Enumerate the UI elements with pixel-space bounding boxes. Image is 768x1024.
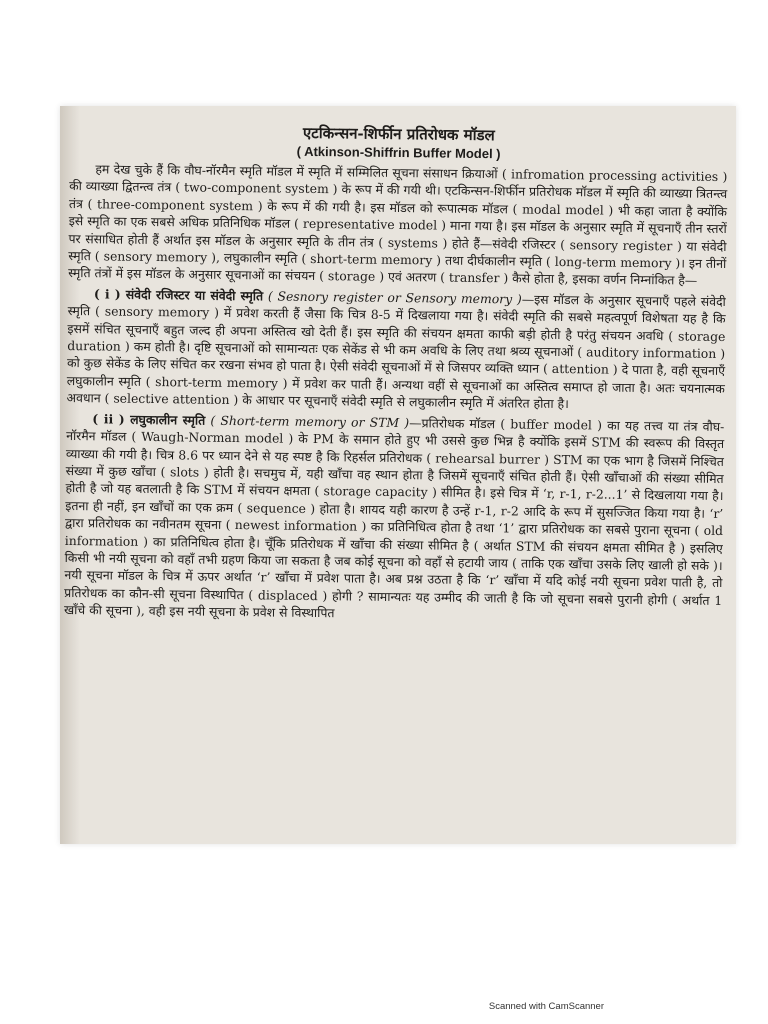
page-subtitle: ( Atkinson-Shiffrin Buffer Model ) <box>296 143 501 162</box>
scanned-page <box>60 106 736 844</box>
section1-body: —इस मॉडल के अनुसार सूचनाएँ पहले संवेदी स्मृति ( sensory memory ) में प्रवेश करती हैं जैसा कि चित्र 8-5 में दिखलाया गया है। संवेदी स्मृति की सबसे महत्वपूर्ण विशेषता यह है कि इसमें संचित सूचनाएँ बहुत जल्द ही अपना अस्तित्व खो देती हैं। इस स्मृति की संचयन क्षमता काफी बड़ी होती है परंतु संचयन अवधि ( storage duration ) कम होती है। दृष्टि सूचनाओं को सामान्यतः एक सेकेंड से भी कम अवधि के लिए तथा श्रव्य सूचनाओं ( auditory information ) को कुछ सेकेंड के लिए संचित कर रखना संभव हो पाता है। ऐसी संवेदी सूचनाओं में से जिसपर व्यक्ति ध्यान ( attention ) दे पाता है, वही सूचनाएँ लघुकालीन स्मृति ( short-term memory ) में प्रवेश कर पाती हैं। अन्यथा वहीं से सूचनाओं का अस्तित्व समाप्त हो जाता है। अतः चयनात्मक अवधान ( selective attention ) के आधार पर सूचनाएँ संवेदी स्मृति से लघुकालीन स्मृति में अंतरित होता है। <box>66 291 726 412</box>
section2-heading-english: ( Short-term memory or STM ) <box>210 412 410 430</box>
section-sensory-memory <box>66 285 725 415</box>
page-title: एटकिन्सन-शिर्फीन प्रतिरोधक मॉडल <box>302 123 495 145</box>
section-short-term-memory <box>64 410 725 627</box>
scanner-watermark: Scanned with CamScanner <box>488 1001 604 1012</box>
section1-heading: ( i ) संवेदी रजिस्टर या संवेदी स्मृति <box>93 286 264 304</box>
intro-paragraph: हम देख चुके हैं कि वौघ-नॉरमैन स्मृति मॉडल में स्मृति में सम्मिलित सूचना संसाधन क्रियाओं ( infromation processing activities ) की व्याख्या द्वितन्त्व तंत्र ( two-component system ) के रूप में की गयी थी। एटकिन्सन-शिर्फीन प्रतिरोधक मॉडल में स्मृति की व्याख्या त्रितन्त्व तंत्र ( three-component system ) के रूप में की गयी है। इस मॉडल को रूपात्मक मॉडल ( modal model ) भी कहा जाता है क्योंकि इसे स्मृति का एक सबसे अधिक प्रतिनिधिक मॉडल ( representative model ) माना गया है। इस मॉडल के अनुसार स्मृति में सूचनाएँ तीन स्तरों पर संसाधित होती हैं अर्थात इस मॉडल के अनुसार स्मृति के तीन तंत्र ( systems ) होते हैं—संवेदी रजिस्टर ( sensory register ) या संवेदी स्मृति ( sensory memory ), लघुकालीन स्मृति ( short-term memory ) तथा दीर्घकालीन स्मृति ( long-term memory )। इन तीनों स्मृति तंत्रों में इस मॉडल के अनुसार सूचनाओं का संचयन ( storage ) एवं अतरण ( transfer ) कैसे होता है, इसका वर्णन निम्नांकित है— <box>68 161 728 289</box>
section2-heading: ( ii ) लघुकालीन स्मृति <box>92 410 206 428</box>
section1-heading-english: ( Sesnory register or Sensory memory ) <box>267 288 522 307</box>
page-content <box>64 120 728 627</box>
section2-body: —प्रतिरोधक मॉडल ( buffer model ) का यह तत्त्व या तंत्र वौघ-नॉरमैन मॉडल ( Waugh-Norman model ) के PM के समान होते हुए भी उससे कुछ भिन्न है क्योंकि इसमें STM की स्वरूप की विस्तृत व्याख्या की गयी है। चित्र 8.6 पर ध्यान देने से यह स्पष्ट है कि रिहर्सल प्रतिरोधक ( rehearsal burrer ) STM का एक भाग है जिसमें निश्चित संख्या में कुछ खाँचा ( slots ) होती है। सचमुच में, यही खाँचा वह स्थान होता है जिसमें सूचनाएँ संचित होती हैं। ऐसी खाँचाओं की संख्या सीमित होती है जो यह बतलाती है कि STM में संचयन क्षमता ( storage capacity ) सीमित है। इसे चित्र में ‘r, r-1, r-2...1’ से दिखलाया गया है। इतना ही नहीं, इन खाँचों का एक क्रम ( sequence ) होता है। शायद यही कारण है उन्हें r-1, r-2 आदि के रूप में सुसज्जित किया गया है। ‘r’ द्वारा प्रतिरोधक का नवीनतम सूचना ( newest information ) का प्रतिनिधित्व होता है तथा ‘1’ द्वारा प्रतिरोधक का सबसे पुराना सूचना ( old information ) का प्रतिनिधित्व होता है। चूँकि प्रतिरोधक में खाँचा की संख्या सीमित है ( अर्थात STM की संचयन क्षमता सीमित है ) इसलिए किसी भी नयी सूचना को वहाँ तभी ग्रहण किया जा सकता है जब कोई सूचना को वहाँ से हटायी जाय ( ताकि एक खाँचा उसके लिए खाली हो सके )। नयी सूचना मॉडल के चित्र में ऊपर अर्थात ‘r’ खाँचा में प्रवेश पाता है। अब प्रश्न उठता है कि ‘r’ खाँचा में यदि कोई नयी सूचना प्रवेश पाती है, तो प्रतिरोधक का कौन-सी सूचना विस्थापित ( displaced ) होगी ? सामान्यतः यह उम्मीद की जाती है कि जो सूचना सबसे पुरानी होगी ( अर्थात 1 खाँचे की सूचना ), वही इस नयी सूचना के प्रवेश से विस्थापित <box>63 414 725 621</box>
